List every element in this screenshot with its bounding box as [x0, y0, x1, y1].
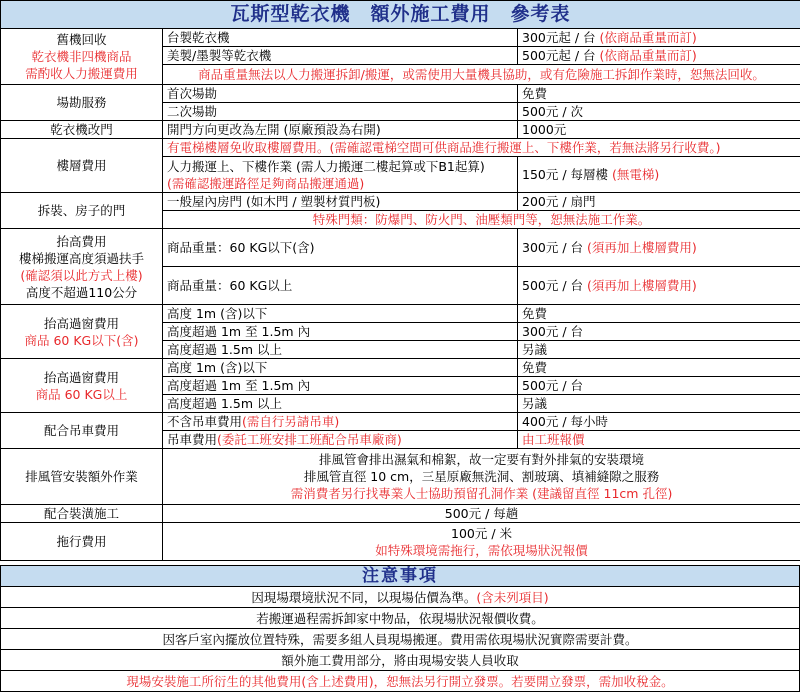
price-cell: 150元 / 每層樓 (無電梯) — [518, 157, 800, 193]
note-cell: 如特殊環境需拖行，需依現場狀況報價 — [167, 542, 796, 559]
price-cell: 500元 / 次 — [518, 103, 800, 121]
price-note: (須再加上樓層費用) — [587, 240, 697, 255]
note-item: 額外施工費用部分，將由現場安裝人員收取 — [1, 650, 800, 671]
category-lift-stairs: 抬高費用 樓梯搬運高度須過扶手 (確認須以此方式上樓) 高度不超過110公分 — [1, 229, 163, 305]
item-note: (需確認搬運路徑足夠商品搬運通過) — [167, 175, 513, 192]
item-cell: 二次場勘 — [163, 103, 518, 121]
category-house-door: 拆裝、房子的門 — [1, 193, 163, 229]
item-cell: 人力搬運上、下樓作業 (需人力搬運二樓起算或下B1起算) (需確認搬運路徑足夠商品搬運通過) — [163, 157, 518, 193]
price-cell: 400元 / 每小時 — [518, 413, 800, 431]
price-cell: 500元 / 台 (須再加上樓層費用) — [518, 267, 800, 305]
category-floor: 樓層費用 — [1, 139, 163, 193]
category-exhaust: 排風管安裝額外作業 — [1, 449, 163, 505]
note-item: 現場安裝施工所衍生的其他費用(含上述費用)，恕無法另行開立發票。若要開立發票，需加收稅金。 — [1, 671, 800, 692]
item-cell: 高度超過 1m 至 1.5m 內 — [163, 323, 518, 341]
category-label: 舊機回收 — [5, 31, 158, 48]
price-cell: 另議 — [518, 395, 800, 413]
item-cell: 開門方向更改為左開 (原廠預設為右開) — [163, 121, 518, 139]
price-cell: 300元起 / 台 (依商品重量而訂) — [518, 29, 800, 47]
item-cell: 商品重量：60 KG以下(含) — [163, 229, 518, 267]
price-cell: 另議 — [518, 341, 800, 359]
category-drag: 拖行費用 — [1, 523, 163, 561]
price-cell: 300元 / 台 — [518, 323, 800, 341]
item-cell: 高度 1m (含)以下 — [163, 305, 518, 323]
notes-title: 注意事項 — [1, 566, 800, 587]
item-cell: 商品重量：60 KG以上 — [163, 267, 518, 305]
category-sublabel: 需酌收人力搬運費用 — [5, 65, 158, 82]
price-note: (須再加上樓層費用) — [587, 278, 697, 293]
category-sublabel: 乾衣機非四機商品 — [5, 48, 158, 65]
item-cell: 一般屋內房門 (如木門 / 塑製材質門板) — [163, 193, 518, 211]
price-cell: 100元 / 米 — [167, 525, 796, 542]
exhaust-line: 排風管會排出濕氣和棉絮，故一定要有對外排氣的安裝環境 — [167, 451, 796, 468]
category-sublabel: 商品 60 KG以下(含) — [5, 332, 158, 349]
price-cell: 300元 / 台 (須再加上樓層費用) — [518, 229, 800, 267]
price-cell: 200元 / 扇門 — [518, 193, 800, 211]
note-item: 若搬運過程需拆卸家中物品，依現場狀況報價收費。 — [1, 608, 800, 629]
note-item: 因客戶室內擺放位置特殊，需要多組人員現場搬運。費用需依現場狀況實際需要計費。 — [1, 629, 800, 650]
exhaust-line: 排風管直徑 10 cm，三星原廠無洗洞、割玻璃、填補縫隙之服務 — [167, 468, 796, 485]
item-cell: 台製乾衣機 — [163, 29, 518, 47]
item-cell: 高度超過 1m 至 1.5m 內 — [163, 377, 518, 395]
category-crane: 配合吊車費用 — [1, 413, 163, 449]
category-survey: 場勘服務 — [1, 85, 163, 121]
exhaust-line: 需消費者另行找專業人士協助預留孔洞作業 (建議留直徑 11cm 孔徑) — [167, 485, 796, 502]
price-note: (無電梯) — [612, 167, 659, 182]
price-cell: 由工班報價 — [518, 431, 800, 449]
category-renovation: 配合裝潢施工 — [1, 505, 163, 523]
category-window-heavy: 抬高過窗費用 商品 60 KG以上 — [1, 359, 163, 413]
price-cell: 1000元 — [518, 121, 800, 139]
price-cell: 免費 — [518, 305, 800, 323]
note-item: 因現場環境狀況不同，以現場估價為準。(含未列項目) — [1, 587, 800, 608]
category-door-change: 乾衣機改門 — [1, 121, 163, 139]
item-cell: 不含吊車費用(需自行另請吊車) — [163, 413, 518, 431]
item-note: (委託工班安排工班配合吊車廠商) — [217, 432, 402, 447]
category-window-light: 抬高過窗費用 商品 60 KG以下(含) — [1, 305, 163, 359]
price-cell: 500元 / 每趟 — [163, 505, 800, 523]
item-cell: 高度超過 1.5m 以上 — [163, 395, 518, 413]
drag-cell — [163, 523, 800, 561]
item-cell: 美製/墨製等乾衣機 — [163, 47, 518, 65]
price-note: (依商品重量而訂) — [600, 48, 697, 63]
note-cell: 商品重量無法以人力搬運拆卸/搬運，或需使用大量機具協助，或有危險施工拆卸作業時，恕無法回收。 — [163, 65, 800, 85]
category-sublabel: (確認須以此方式上樓) — [5, 267, 158, 284]
item-note: (需自行另請吊車) — [242, 414, 339, 429]
item-cell: 高度超過 1.5m 以上 — [163, 341, 518, 359]
item-cell: 高度 1m (含)以下 — [163, 359, 518, 377]
exhaust-note — [163, 449, 800, 505]
price-note: (依商品重量而訂) — [600, 30, 697, 45]
item-cell: 首次場勘 — [163, 85, 518, 103]
category-recycle — [1, 29, 163, 85]
note-item-red: (含未列項目) — [476, 590, 548, 605]
notes-table — [0, 565, 800, 692]
price-cell: 500元起 / 台 (依商品重量而訂) — [518, 47, 800, 65]
price-cell: 免費 — [518, 85, 800, 103]
note-cell: 特殊門類：防爆門、防火門、油壓類門等，恕無法施工作業。 — [163, 211, 800, 229]
price-cell: 免費 — [518, 359, 800, 377]
price-cell: 500元 / 台 — [518, 377, 800, 395]
category-sublabel: 商品 60 KG以上 — [5, 386, 158, 403]
note-cell: 有電梯樓層免收取樓層費用。(需確認電梯空間可供商品進行搬運上、下樓作業，若無法將另行收費。) — [163, 139, 800, 157]
page-title: 瓦斯型乾衣機 額外施工費用 參考表 — [1, 1, 800, 29]
item-cell: 吊車費用(委託工班安排工班配合吊車廠商) — [163, 431, 518, 449]
